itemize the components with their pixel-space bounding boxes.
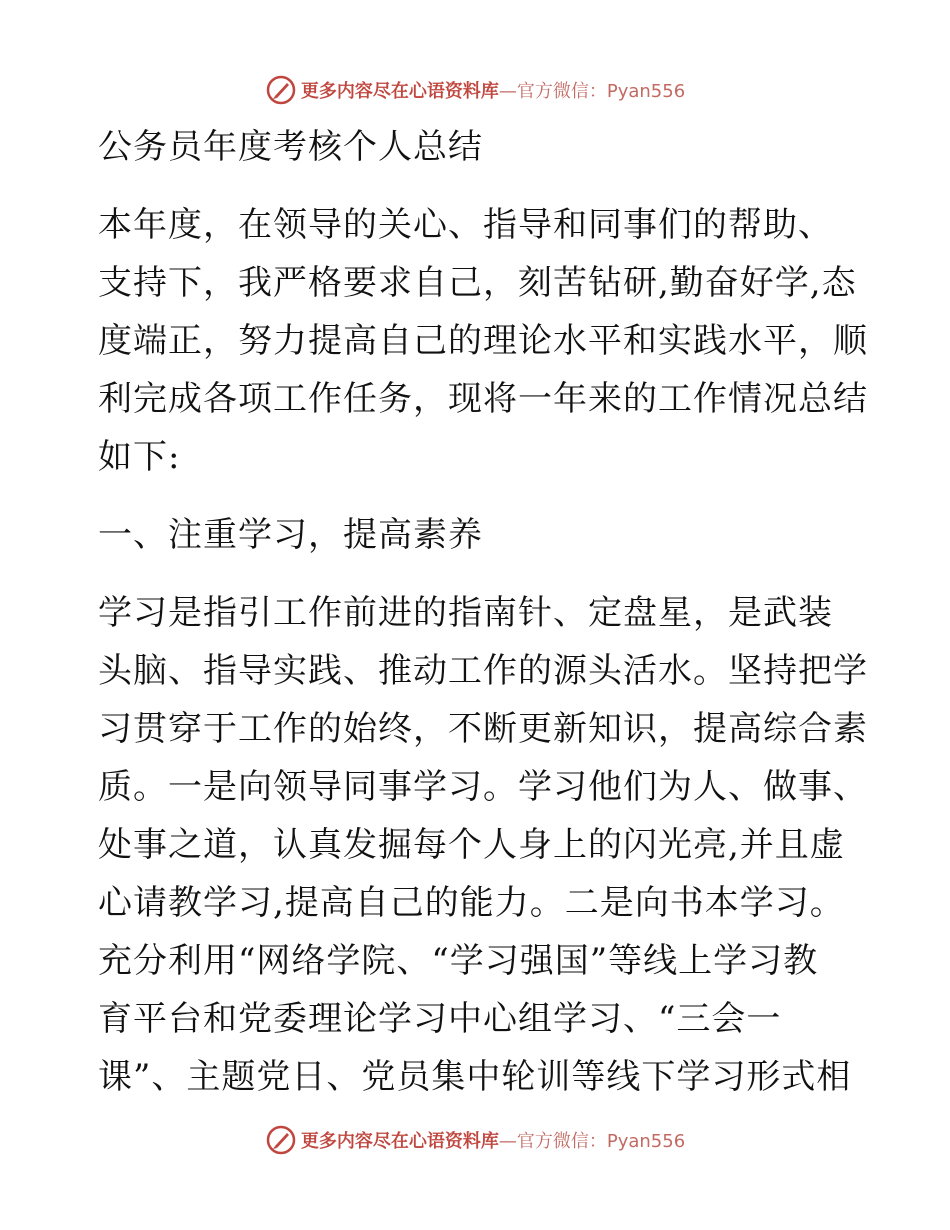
paragraph-line: 学习是指引工作前进的指南针、定盘星，是武装 (98, 593, 833, 633)
header-watermark (0, 70, 950, 110)
paragraph-line: 本年度，在领导的关心、指导和同事们的帮助、 (98, 205, 833, 245)
section-paragraph (98, 584, 868, 1106)
paragraph-line: 充分利用“网络学院、“学习强国”等线上学习教 (98, 941, 819, 981)
paragraph-line: 如下: (98, 437, 181, 477)
watermark-brand-text: 更多内容尽在心语资料库 (300, 81, 499, 102)
watermark-brand-text: 更多内容尽在心语资料库 (300, 1131, 499, 1152)
paragraph-line: 利完成各项工作任务，现将一年来的工作情况总结 (98, 379, 868, 419)
document-title: 公务员年度考核个人总结 (98, 127, 483, 167)
paragraph-line: 课”、主题党日、党员集中轮训等线下学习形式相 (98, 1057, 852, 1097)
watermark-contact-text: —官方微信：Pyan556 (498, 1131, 686, 1152)
logo-icon (265, 74, 297, 106)
paragraph-line: 头脑、指导实践、推动工作的源头活水。坚持把学 (98, 651, 868, 691)
intro-paragraph (98, 196, 868, 486)
paragraph-line: 质。一是向领导同事学习。学习他们为人、做事、 (98, 767, 868, 807)
logo-icon (265, 1124, 297, 1156)
paragraph-line: 度端正，努力提高自己的理论水平和实践水平，顺 (98, 321, 868, 361)
paragraph-line: 习贯穿于工作的始终，不断更新知识，提高综合素 (98, 709, 868, 749)
paragraph-line: 支持下，我严格要求自己，刻苦钻研,勤奋好学,态 (98, 263, 857, 303)
document-body (98, 118, 868, 1106)
watermark-contact-text: —官方微信：Pyan556 (498, 81, 686, 102)
paragraph-line: 心请教学习,提高自己的能力。二是向书本学习。 (98, 883, 845, 923)
paragraph-line: 育平台和党委理论学习中心组学习、“三会一 (98, 999, 782, 1039)
footer-watermark (0, 1120, 950, 1160)
paragraph-line: 处事之道，认真发掘每个人身上的闪光亮,并且虚 (98, 825, 845, 865)
section-heading: 一、注重学习，提高素养 (98, 515, 483, 555)
